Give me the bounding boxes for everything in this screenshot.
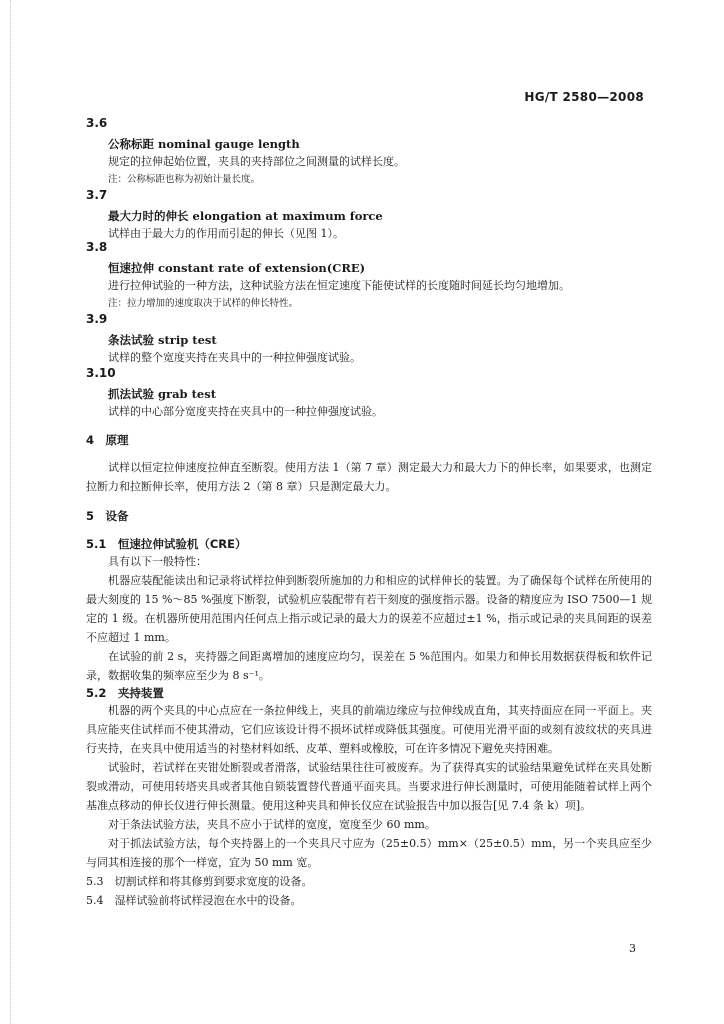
section-heading: 5 设备 <box>86 509 129 523</box>
definition-3-9 <box>86 312 652 367</box>
subsection-heading: 5.1 恒速拉伸试验机（CRE） <box>86 537 247 551</box>
term-definition: 进行拉伸试验的一种方法，这种试验方法在恒定速度下能使试样的长度随时间延长均匀地增加。 <box>108 279 570 292</box>
subsection-paragraph: 试验时，若试样在夹钳处断裂或者滑落，试验结果往往可被废弃。为了获得真实的试验结果避免试样在夹具处断裂或滑动，可使用转塔夹具或者其他自锁装置替代普通平面夹具。当要求进行伸长测量时，可使用能随着试样上两个基准点移动的伸长仪进行伸长测量。使用这种夹具和伸长仪应在试验报告中加以报告[见 7.4 条 k）项]。 <box>86 761 652 812</box>
definition-3-6 <box>86 116 652 185</box>
term-title: 抓法试验 grab test <box>108 387 217 401</box>
term-title: 最大力时的伸长 elongation at maximum force <box>108 209 383 223</box>
clause-number: 3.8 <box>86 240 108 254</box>
term-note: 注：公称标距也称为初始计量长度。 <box>108 174 261 185</box>
subsection-paragraph: 对于抓法试验方法，每个夹持器上的一个夹具尺寸应为（25±0.5）mm×（25±0.5）mm，另一个夹具应至少与同其相连接的那个一样宽，宜为 50 mm 宽。 <box>86 837 652 869</box>
section-5-apparatus <box>86 508 652 910</box>
standard-code: HG/T 2580—2008 <box>524 90 644 104</box>
definition-3-10 <box>86 366 652 421</box>
term-definition: 试样的中心部分宽度夹持在夹具中的一种拉伸强度试验。 <box>108 405 383 418</box>
definition-3-8 <box>86 240 652 309</box>
subsection-paragraph: 对于条法试验方法，夹具不应小于试样的宽度，宽度至少 60 mm。 <box>108 818 436 831</box>
clause-number: 3.9 <box>86 312 108 326</box>
section-4-principle <box>86 432 652 496</box>
definition-3-7 <box>86 188 652 243</box>
subsection-paragraph: 机器的两个夹具的中心点应在一条拉伸线上，夹具的前端边缘应与拉伸线成直角，其夹持面应在同一平面上。夹具应能夹住试样而不使其滑动，它们应该设计得不损坏试样或降低其强度。可使用光滑平面的或刻有波纹状的夹具进行夹持，在夹具中使用适当的衬垫材料如纸、皮革、塑料或橡胶，可在许多情况下避免夹持困难。 <box>86 704 652 755</box>
subsection-5-1 <box>86 536 652 685</box>
term-title: 恒速拉伸 constant rate of extension(CRE) <box>108 261 366 275</box>
term-title: 公称标距 nominal gauge length <box>108 137 300 151</box>
term-definition: 试样的整个宽度夹持在夹具中的一种拉伸强度试验。 <box>108 351 361 364</box>
subsection-paragraph: 在试验的前 2 s，夹持器之间距离增加的速度应均匀，误差在 5 %范围内。如果力和伸长用数据获得板和软件记录，数据收集的频率应至少为 8 s⁻¹。 <box>86 650 652 682</box>
section-heading: 4 原理 <box>86 433 129 447</box>
subsection-5-3: 5.3 切割试样和将其修剪到要求宽度的设备。 <box>86 875 313 888</box>
subsection-paragraph: 具有以下一般特性： <box>108 555 207 568</box>
binding-margin <box>10 0 13 1024</box>
term-definition: 试样由于最大力的作用而引起的伸长（见图 1）。 <box>108 227 344 240</box>
term-definition: 规定的拉伸起始位置，夹具的夹持部位之间测量的试样长度。 <box>108 155 405 168</box>
term-title: 条法试验 strip test <box>108 333 217 347</box>
subsection-5-4: 5.4 湿样试验前将试样浸泡在水中的设备。 <box>86 894 302 907</box>
subsection-5-2 <box>86 685 652 872</box>
section-paragraph: 试样以恒定拉伸速度拉伸直至断裂。使用方法 1（第 7 章）测定最大力和最大力下的伸长率，如果要求，也测定拉断力和拉断伸长率，使用方法 2（第 8 章）只是测定最大力。 <box>86 461 652 493</box>
clause-number: 3.10 <box>86 366 116 380</box>
term-note: 注：拉力增加的速度取决于试样的伸长特性。 <box>108 298 299 309</box>
clause-number: 3.6 <box>86 116 108 130</box>
subsection-heading: 5.2 夹持装置 <box>86 686 164 700</box>
subsection-paragraph: 机器应装配能读出和记录将试样拉伸到断裂所施加的力和相应的试样伸长的装置。为了确保每个试样在所使用的最大刻度的 15 %～85 %强度下断裂，试验机应装配带有若干刻度的强度指示器。设备的精度应为 ISO 7500—1 规定的 1 级。在机器所使用范围内任何点上指示或记录的最大力的误差不应超过±1 %，指示或记录的夹具间距的误差不应超过 1 mm。 <box>86 574 652 644</box>
clause-number: 3.7 <box>86 188 108 202</box>
page-number: 3 <box>629 942 636 955</box>
